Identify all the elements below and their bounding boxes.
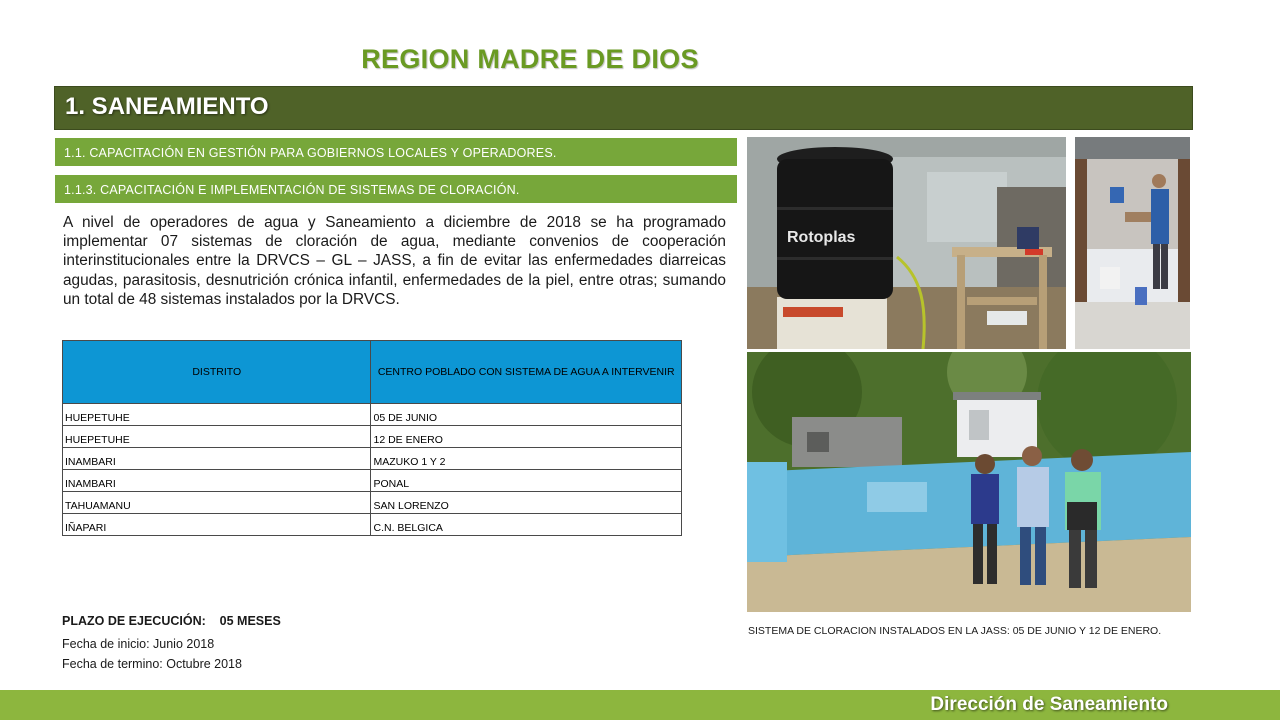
subsection-bar-1: 1.1. CAPACITACIÓN EN GESTIÓN PARA GOBIERNOS LOCALES Y OPERADORES. <box>55 138 737 166</box>
table-header-row <box>63 341 682 404</box>
table-row <box>63 514 682 536</box>
execution-period: PLAZO DE EJECUCIÓN: 05 MESES <box>62 614 281 628</box>
cell-centro-poblado: 12 DE ENERO <box>371 426 682 448</box>
table-row <box>63 426 682 448</box>
footer-bar <box>0 690 1280 720</box>
cell-centro-poblado: C.N. BELGICA <box>371 514 682 536</box>
photo-building-interior <box>1075 137 1190 349</box>
cell-centro-poblado: PONAL <box>371 470 682 492</box>
cell-distrito: TAHUAMANU <box>63 492 371 514</box>
region-title: REGION MADRE DE DIOS <box>361 44 699 74</box>
description-paragraph: A nivel de operadores de agua y Saneamiento a diciembre de 2018 se ha programado implementar 07 sistemas de cloración de agua, mediante convenios de cooperación interinstitucionales entre la DRVCS – GL – JASS, a fin de evitar las enfermedades diarreicas agudas, parasitosis, desnutrición crónica infantil, enfermedades de la piel, entre otras; sumando un total de 48 sistemas instalados por la DRVCS. <box>63 214 726 308</box>
table-row <box>63 492 682 514</box>
start-date: Fecha de inicio: Junio 2018 <box>62 637 215 651</box>
end-date: Fecha de termino: Octubre 2018 <box>62 657 242 671</box>
cell-centro-poblado: MAZUKO 1 Y 2 <box>371 448 682 470</box>
cell-distrito: HUEPETUHE <box>63 404 371 426</box>
footer-label: Dirección de Saneamiento <box>930 694 1168 715</box>
tank-brand-logo: Rotoplas <box>787 229 856 246</box>
districts-table <box>62 340 682 536</box>
table-row <box>63 470 682 492</box>
cell-centro-poblado: 05 DE JUNIO <box>371 404 682 426</box>
section-header-bar <box>54 86 1193 130</box>
photo-chlorination-equipment <box>747 137 1066 349</box>
cell-centro-poblado: SAN LORENZO <box>371 492 682 514</box>
cell-distrito: INAMBARI <box>63 470 371 492</box>
photo-installation-site <box>747 352 1191 612</box>
table-row <box>63 448 682 470</box>
column-header-distrito: DISTRITO <box>63 341 371 404</box>
subsection-bar-2: 1.1.3. CAPACITACIÓN E IMPLEMENTACIÓN DE SISTEMAS DE CLORACIÓN. <box>55 175 737 203</box>
section-title: 1. SANEAMIENTO <box>65 93 269 120</box>
cell-distrito: INAMBARI <box>63 448 371 470</box>
cell-distrito: HUEPETUHE <box>63 426 371 448</box>
cell-distrito: IÑAPARI <box>63 514 371 536</box>
table-row <box>63 404 682 426</box>
column-header-centro-poblado: CENTRO POBLADO CON SISTEMA DE AGUA A INTERVENIR <box>371 341 682 404</box>
photo-caption: SISTEMA DE CLORACION INSTALADOS EN LA JASS: 05 DE JUNIO Y 12 DE ENERO. <box>748 625 1162 637</box>
